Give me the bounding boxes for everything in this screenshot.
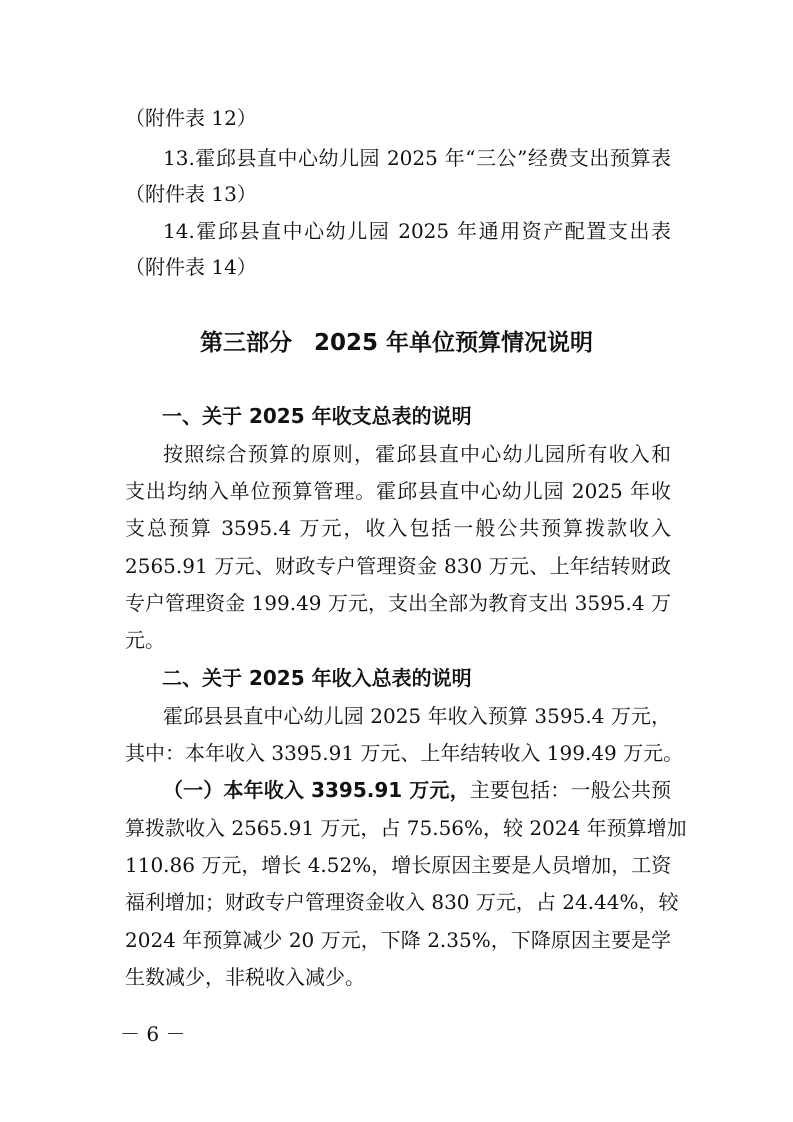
section2-heading: 二、关于 2025 年收入总表的说明 bbox=[162, 666, 472, 690]
section2-sub1-line-2: 算拨款收入 2565.91 万元，占 75.56%，较 2024 年预算增加 bbox=[125, 816, 687, 840]
attachment-item-13: 13.霍邱县直中心幼儿园 2025 年“三公”经费支出预算表 bbox=[163, 146, 671, 170]
attachment-line-14: （附件表 14） bbox=[125, 255, 257, 279]
section1-line-5: 专户管理资金 199.49 万元，支出全部为教育支出 3595.4 万 bbox=[125, 591, 671, 615]
section1-line-2: 支出均纳入单位预算管理。霍邱县直中心幼儿园 2025 年收 bbox=[125, 479, 671, 503]
section1-line-6: 元。 bbox=[125, 628, 165, 652]
sub1-bold-lead: （一）本年收入 3395.91 万元， bbox=[163, 778, 470, 802]
sub1-rest: 主要包括：一般公共预 bbox=[469, 778, 671, 802]
section1-line-3: 支总预算 3595.4 万元，收入包括一般公共预算拨款收入 bbox=[125, 516, 671, 540]
part-title-text: 2025 年单位预算情况说明 bbox=[313, 330, 594, 356]
section2-sub1-line-1 bbox=[163, 774, 671, 806]
part-title bbox=[0, 326, 793, 360]
section1-line-1: 按照综合预算的原则，霍邱县直中心幼儿园所有收入和 bbox=[163, 442, 671, 466]
attachment-line-13: （附件表 13） bbox=[125, 182, 257, 206]
part-title-label: 第三部分 bbox=[199, 330, 292, 356]
section2-sub1-line-6: 生数减少，非税收入减少。 bbox=[125, 965, 365, 989]
attachment-item-14: 14.霍邱县直中心幼儿园 2025 年通用资产配置支出表 bbox=[163, 219, 671, 243]
attachment-line-12: （附件表 12） bbox=[125, 106, 257, 130]
section2-sub1-line-3: 110.86 万元，增长 4.52%，增长原因主要是人员增加，工资 bbox=[125, 853, 672, 877]
section2-line-2: 其中：本年收入 3395.91 万元、上年结转收入 199.49 万元。 bbox=[125, 741, 684, 765]
section2-line-1: 霍邱县县直中心幼儿园 2025 年收入预算 3595.4 万元， bbox=[163, 704, 671, 728]
page-number: － 6 － bbox=[120, 1022, 186, 1046]
section2-sub1-line-4: 福利增加；财政专户管理资金收入 830 万元，占 24.44%，较 bbox=[125, 890, 679, 914]
section1-line-4: 2565.91 万元、财政专户管理资金 830 万元、上年结转财政 bbox=[125, 554, 671, 578]
section1-heading: 一、关于 2025 年收支总表的说明 bbox=[162, 404, 472, 428]
section2-sub1-line-5: 2024 年预算减少 20 万元，下降 2.35%，下降原因主要是学 bbox=[125, 928, 671, 952]
